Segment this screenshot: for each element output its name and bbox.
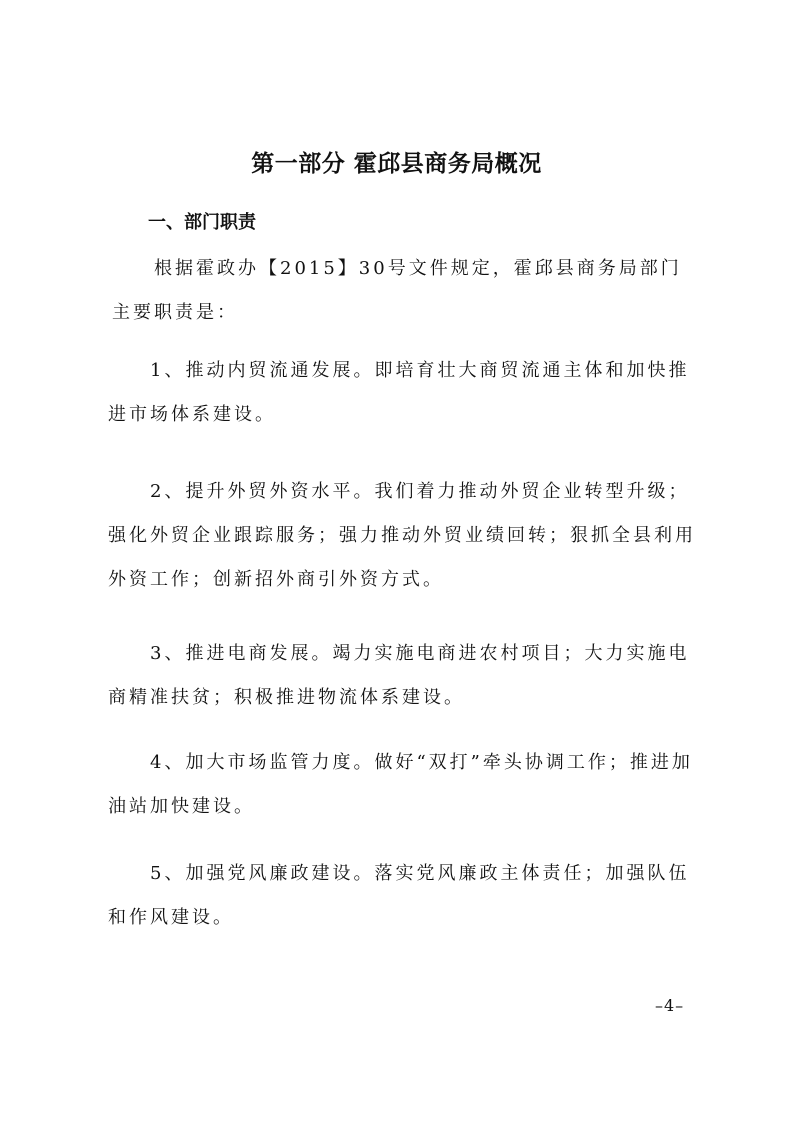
section-heading: 一、部门职责 xyxy=(148,212,256,233)
duty-item-1: 1、推动内贸流通发展。即培育壮大商贸流通主体和加快推进市场体系建设。 xyxy=(108,360,690,425)
page-number: –4– xyxy=(655,996,685,1015)
duty-item-3: 3、推进电商发展。竭力实施电商进农村项目；大力实施电商精准扶贫；积极推进物流体系建设。 xyxy=(108,643,690,708)
duty-item-2: 2、提升外贸外资水平。我们着力推动外贸企业转型升级；强化外贸企业跟踪服务；强力推动外贸业绩回转；狠抓全县利用外资工作；创新招外商引外资方式。 xyxy=(108,481,696,590)
duty-item-5: 5、加强党风廉政建设。落实党风廉政主体责任；加强队伍和作风建设。 xyxy=(108,863,690,928)
intro-paragraph: 根据霍政办【2015】30号文件规定，霍邱县商务局部门主要职责是： xyxy=(112,258,682,323)
duty-item-4: 4、加大市场监管力度。做好“双打”牵头协调工作；推进加油站加快建设。 xyxy=(108,752,693,817)
page-title: 第一部分 霍邱县商务局概况 xyxy=(251,151,542,177)
